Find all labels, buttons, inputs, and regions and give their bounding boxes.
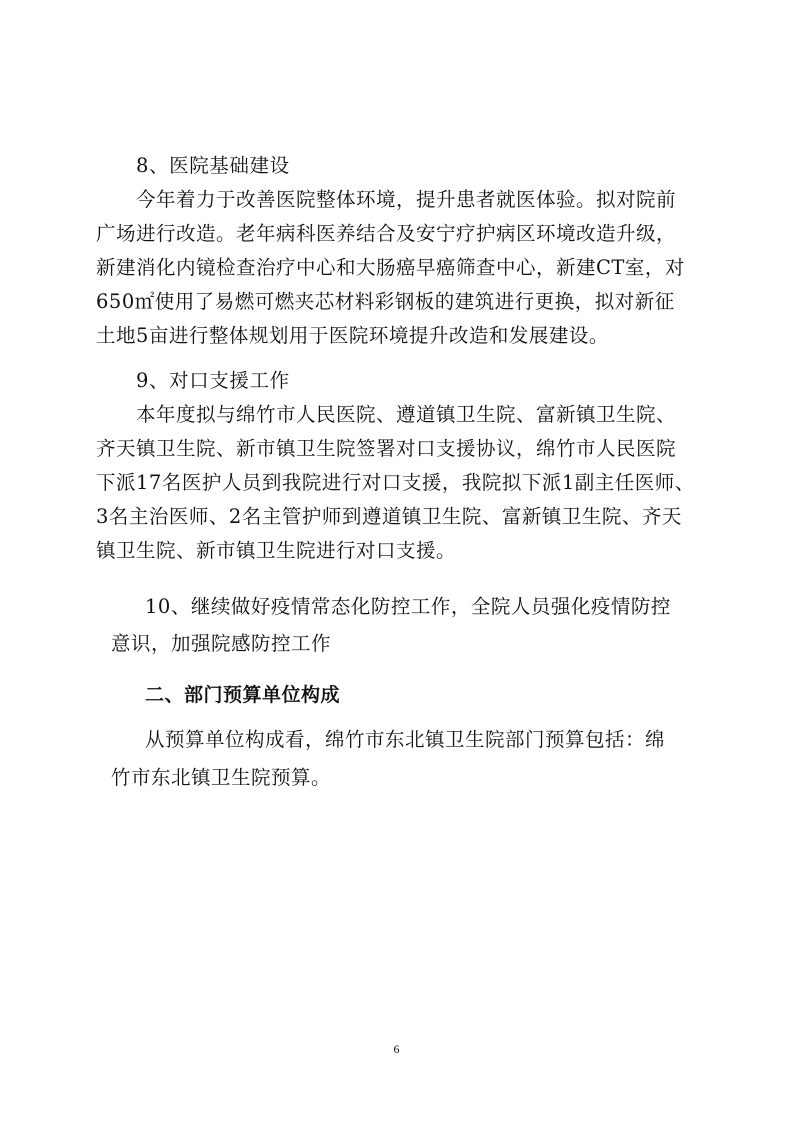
section-9-line-4: 3名主治医师、2名主管护师到遵道镇卫生院、富新镇卫生院、齐天 <box>96 505 682 528</box>
section-10-line-2: 意识，加强院感防控工作 <box>111 632 332 655</box>
section-9-line-2: 齐天镇卫生院、新市镇卫生院签署对口支援协议，绵竹市人民医院 <box>96 437 677 460</box>
section-8-line-5: 土地5亩进行整体规划用于医院环境提升改造和发展建设。 <box>96 324 609 347</box>
part-2-line-2: 竹市东北镇卫生院预算。 <box>111 766 332 789</box>
section-9-line-3: 下派17名医护人员到我院进行对口支援，我院拟下派1副主任医师、 <box>96 471 695 494</box>
section-10-line-1: 10、继续做好疫情常态化防控工作，全院人员强化疫情防控 <box>145 595 671 618</box>
section-8-line-3: 新建消化内镜检查治疗中心和大肠癌早癌筛查中心，新建CT室，对 <box>96 256 685 279</box>
section-8-line-2: 广场进行改造。老年病科医养结合及安宁疗护病区环境改造升级， <box>96 222 677 245</box>
section-9-line-1: 本年度拟与绵竹市人民医院、遵道镇卫生院、富新镇卫生院、 <box>136 403 677 426</box>
page-number: 6 <box>393 1042 400 1056</box>
section-8-line-4: 650㎡使用了易燃可燃夹芯材料彩钢板的建筑进行更换，拟对新征 <box>96 290 675 313</box>
part-2-heading: 二、部门预算单位构成 <box>145 684 341 706</box>
section-8-heading: 8、医院基础建设 <box>136 154 290 177</box>
section-8-line-1: 今年着力于改善医院整体环境，提升患者就医体验。拟对院前 <box>136 188 677 211</box>
part-2-line-1: 从预算单位构成看，绵竹市东北镇卫生院部门预算包括：绵 <box>145 728 666 751</box>
section-9-heading: 9、对口支援工作 <box>136 369 290 392</box>
section-9-line-5: 镇卫生院、新市镇卫生院进行对口支援。 <box>96 539 457 562</box>
